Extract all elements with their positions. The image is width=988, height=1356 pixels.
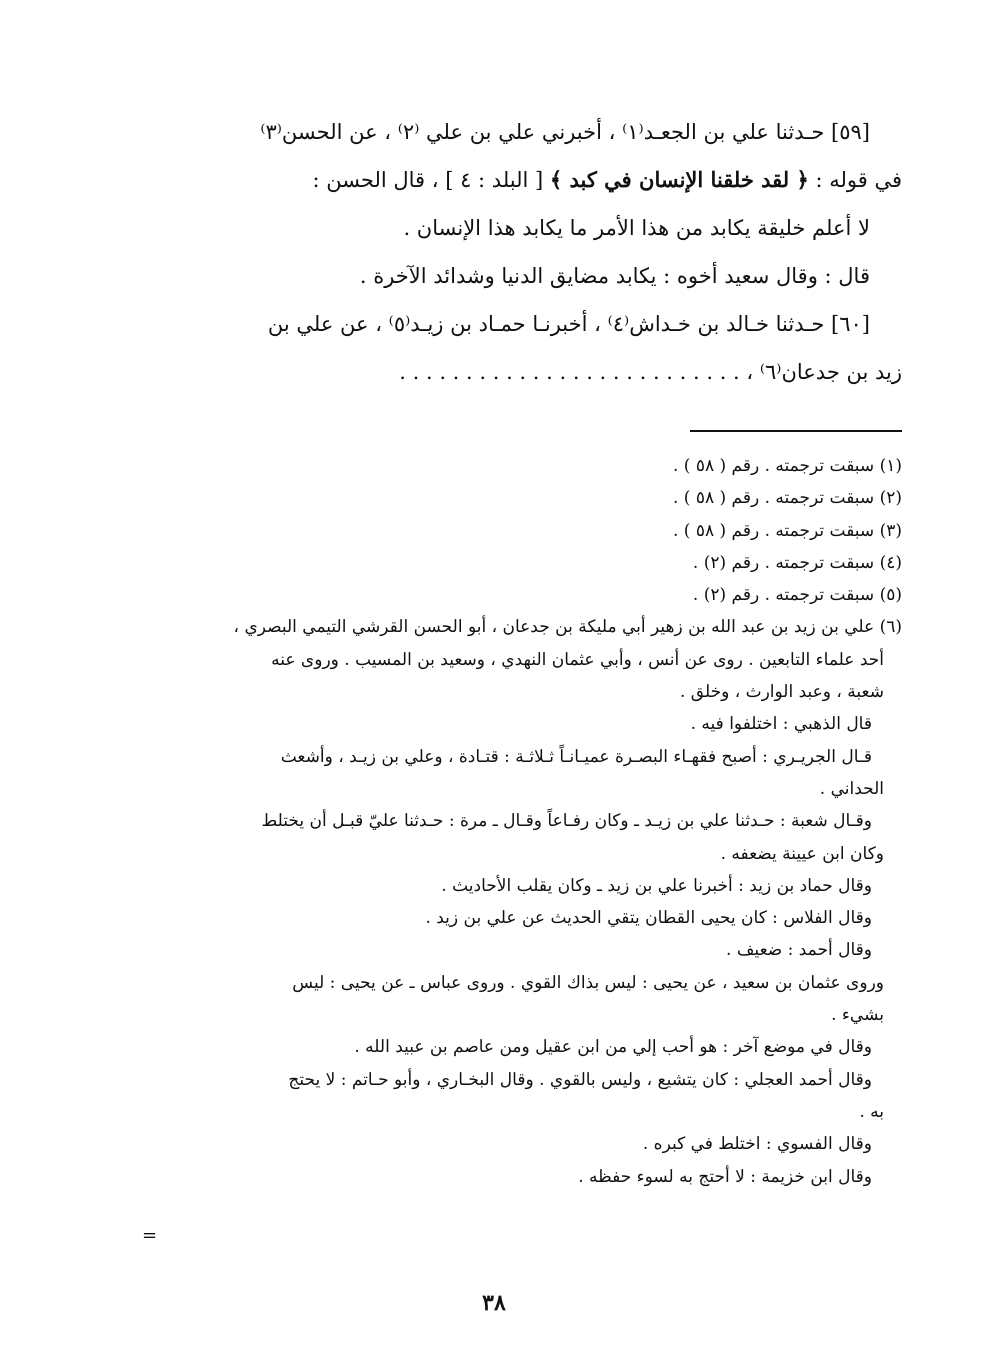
hadith-60-line-2: زيد بن جدعان⁽٦⁾ ، . . . . . . . . . . . . . . . . . . . . . . . . . . — [399, 360, 902, 384]
footnote-6-line: (٦) علي بن زيد بن عبد الله بن زهير أبي مليكة بن جدعان ، أبو الحسن القرشي التيمي البصري ، — [233, 617, 902, 638]
footnote-separator — [690, 430, 902, 432]
footnote-6-line: به . — [859, 1101, 884, 1122]
hadith-59-line-2-start: في قوله : — [808, 168, 902, 192]
footnote-6-line: وقال في موضع آخر : هو أحب إلي من ابن عقيل ومن عاصم بن عبيد الله . — [354, 1037, 872, 1058]
continuation-mark: = — [142, 1225, 158, 1246]
footnote-2: (٢) سبقت ترجمته . رقم ( ٥٨ ) . — [673, 488, 902, 509]
footnote-1: (١) سبقت ترجمته . رقم ( ٥٨ ) . — [673, 456, 902, 476]
footnote-6-line: وقال حماد بن زيد : أخبرنا علي بن زيد ـ وكان يقلب الأحاديث . — [441, 875, 872, 896]
hadith-59-line-2 — [86, 156, 902, 204]
footnote-5: (٥) سبقت ترجمته . رقم (٢) . — [692, 585, 902, 606]
footnote-4: (٤) سبقت ترجمته . رقم (٢) . — [692, 552, 902, 573]
footnote-6-line: وقال ابن خزيمة : لا أحتج به لسوء حفظه . — [578, 1166, 872, 1187]
footnote-6-line: شعبة ، وعبد الوارث ، وخلق . — [679, 682, 884, 703]
footnote-6-line: وقـال شعبة : حـدثنا علي بن زيـد ـ وكان رفـاعاً وقـال ـ مرة : حـدثنا عليّ قبـل أن يختلط — [261, 811, 872, 832]
hadith-60-line-1: [٦٠] حـدثنا خـالد بن خـداش⁽٤⁾ ، أخبرنـا حمـاد بن زيـد⁽٥⁾ ، عن علي بن — [267, 312, 870, 336]
footnote-6-line: وكان ابن عيينة يضعفه . — [720, 843, 884, 864]
hadith-59-line-4: قال : وقال سعيد أخوه : يكابد مضايق الدنيا وشدائد الآخرة . — [359, 264, 870, 288]
footnotes — [130, 450, 902, 1193]
footnote-6-line: وقال الفسوي : اختلط في كبره . — [642, 1134, 872, 1155]
footnote-6-line: وروى عثمان بن سعيد ، عن يحيى : ليس بذاك القوي . وروى عباس ـ عن يحيى : ليس — [292, 972, 884, 993]
main-text — [86, 108, 902, 396]
footnote-3: (٣) سبقت ترجمته . رقم ( ٥٨ ) . — [673, 520, 902, 541]
footnote-6-line: قـال الجريـري : أصبح فقهـاء البصـرة عميـانـاً ثـلاثـة : قتـادة ، وعلي بن زيـد ، وأشعث — [280, 746, 872, 767]
footnote-6-line: أحد علماء التابعين . روى عن أنس ، وأبي عثمان النهدي ، وسعيد بن المسيب . وروى عنه — [271, 649, 884, 670]
footnote-6-line: وقال أحمد : ضعيف . — [726, 940, 872, 961]
footnote-6-line: قال الذهبي : اختلفوا فيه . — [690, 714, 872, 735]
footnote-6-line: وقال أحمد العجلي : كان يتشيع ، وليس بالقوي . وقال البخـاري ، وأبو حـاتم : لا يحتج — [288, 1069, 872, 1090]
quran-verse: ﴿ لقد خلقنا الإنسان في كبد ﴾ — [549, 167, 809, 192]
page-number: ٣٨ — [482, 1290, 506, 1316]
footnote-6-line: بشيء . — [831, 1005, 884, 1026]
hadith-59-line-1: [٥٩] حـدثنا علي بن الجعـد⁽١⁾ ، أخبرني علي بن علي ⁽٢⁾ ، عن الحسن⁽٣⁾ — [260, 120, 870, 144]
hadith-59-line-2-end: [ البلد : ٤ ] ، قال الحسن : — [312, 168, 550, 192]
footnote-6-line: الحداني . — [819, 778, 884, 799]
hadith-59-line-3: لا أعلم خليقة يكابد من هذا الأمر ما يكابد هذا الإنسان . — [403, 216, 870, 240]
footnote-6-line: وقال الفلاس : كان يحيى القطان يتقي الحديث عن علي بن زيد . — [425, 908, 872, 929]
